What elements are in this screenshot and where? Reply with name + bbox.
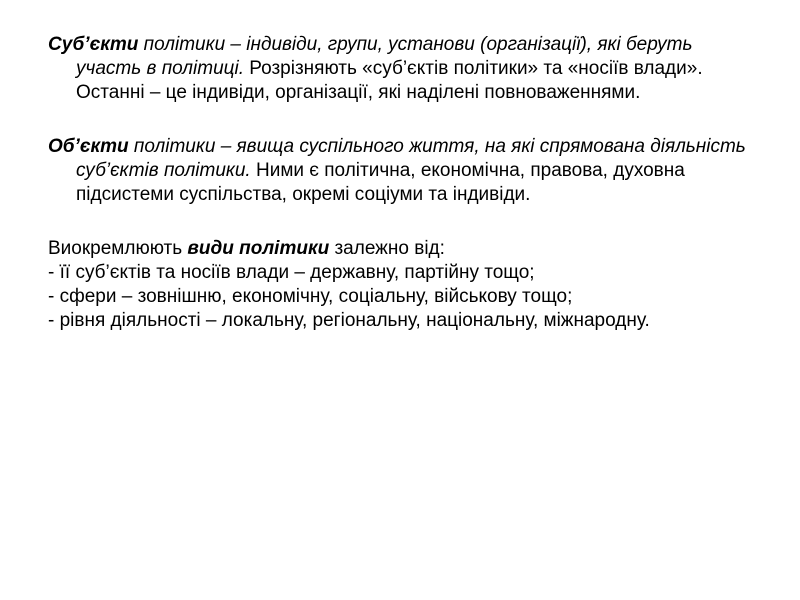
paragraph-gap [48, 207, 760, 237]
list-item: - сфери – зовнішню, економічну, соціальну, військову тощо; [48, 286, 573, 307]
objects-definition: політики – явища суспільного життя, на які спрямована діяльність суб’єктів політики. [76, 136, 746, 181]
objects-term: Об’єкти [48, 136, 129, 157]
types-intro-paragraph [48, 237, 760, 261]
objects-paragraph [48, 135, 760, 207]
list-item: - її суб’єктів та носіїв влади – державну, партійну тощо; [48, 262, 535, 283]
list-item: - рівня діяльності – локальну, регіональну, національну, міжнародну. [48, 310, 650, 331]
slide-content [48, 33, 760, 333]
paragraph-gap [48, 105, 760, 135]
subjects-term: Суб’єкти [48, 34, 139, 55]
objects-text: Ними є політична, економічна, правова, духовна підсистеми суспільства, окремі соціуми та індивіди. [76, 160, 685, 205]
types-term: види політики [187, 238, 330, 259]
subjects-paragraph [48, 33, 760, 105]
subjects-text: Розрізняють «суб’єктів політики» та «носіїв влади». Останні – це індивіди, організації, які наділені повноваженнями. [76, 58, 703, 103]
types-intro-rest: залежно від: [329, 238, 445, 259]
types-intro-text: Виокремлюють [48, 238, 188, 259]
subjects-definition: політики – індивіди, групи, установи (організації), які беруть участь в політиці. [76, 34, 693, 79]
